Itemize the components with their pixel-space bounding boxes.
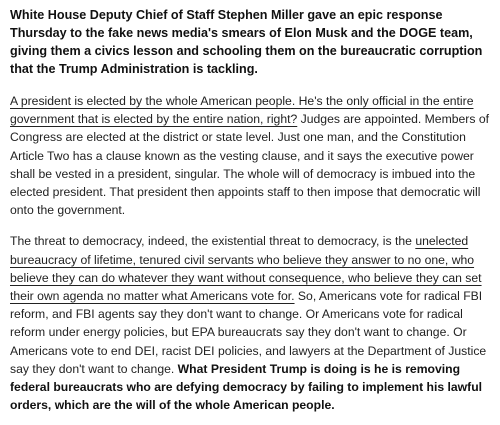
paragraph-bureaucracy-intro: The threat to democracy, indeed, the existential threat to democracy, is the	[10, 234, 416, 249]
underlined-quote-bureaucracy: unelected bureaucracy of lifetime, tenured civil servants who believe they answer to no one, who believe they can do whatever they want without consequence, who believe they can set their own agenda no matter what Americans vote for.	[10, 234, 482, 304]
paragraph-president	[10, 92, 492, 219]
article-lead: White House Deputy Chief of Staff Stephen Miller gave an epic response Thursday to the fake news media's smears of Elon Musk and the DOGE team, giving them a civics lesson and schooling them on the bureaucratic corruption that the Trump Administration is tackling.	[10, 8, 483, 76]
paragraph-bureaucracy-text: So, Americans vote for radical FBI reform, and FBI agents say they don't want to change. Or Americans vote for radical reform under energy policies, but EPA bureaucrats say they don't want to change. Or Americans vote to end DEI, racist DEI policies, and lawyers at the Department of Justice say they don't want to change.	[10, 289, 487, 376]
paragraph-president-text: Judges are appointed. Members of Congress are elected at the district or state level. Just one man, and the Constitution Article Two has a clause known as the vesting clause, and it says the executive power shall be vested in a president, singular. The whole will of democracy is imbued into the elected president. That president then appoints staff to then impose that democratic will onto the government.	[10, 112, 489, 218]
paragraph-bureaucracy	[10, 232, 492, 414]
bold-conclusion: What President Trump is doing is he is removing federal bureaucrats who are defying democracy by failing to implement his lawful orders, which are the will of the whole American people.	[10, 361, 483, 413]
underlined-quote-president: A president is elected by the whole American people. He's the only official in the entire government that is elected by the entire nation, right?	[10, 94, 474, 127]
